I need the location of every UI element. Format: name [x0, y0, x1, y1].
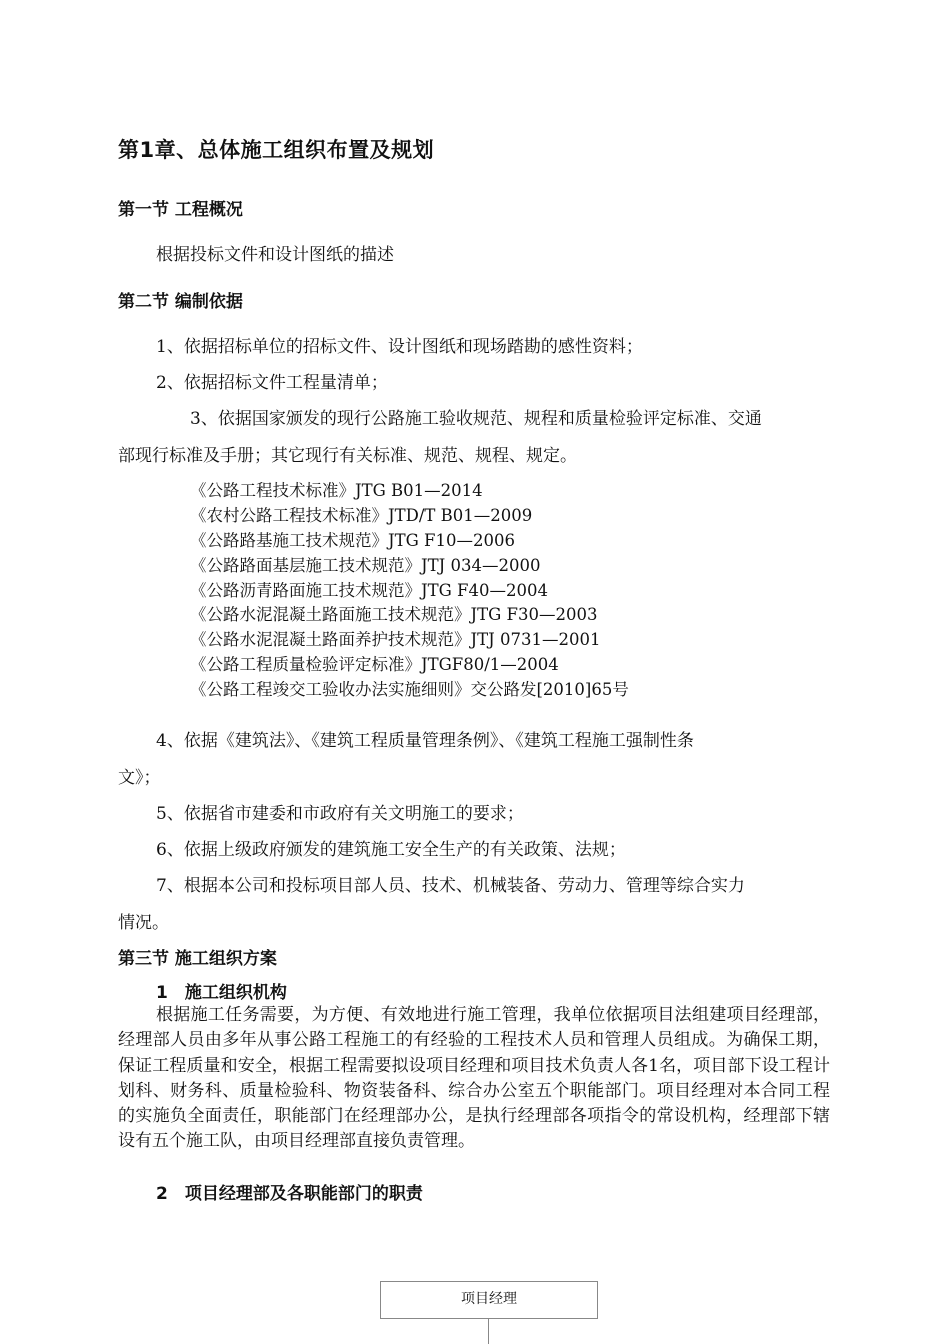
standard-item: 《公路路基施工技术规范》JTG F10—2006: [190, 531, 515, 550]
standard-item: 《公路工程质量检验评定标准》JTGF80/1—2004: [190, 655, 559, 674]
org-chart-connector-line: [488, 1319, 489, 1344]
basis-item-7-line2: 情况。: [118, 913, 169, 933]
subsection2-title: 2 项目经理部及各职能部门的职责: [156, 1184, 423, 1204]
section1-heading: 第一节 工程概况: [118, 200, 243, 220]
basis-item-5: 5、依据省市建委和市政府有关文明施工的要求；: [156, 804, 524, 824]
basis-item-6: 6、依据上级政府颁发的建筑施工安全生产的有关政策、法规；: [156, 840, 626, 860]
standard-item: 《公路沥青路面施工技术规范》JTG F40—2004: [190, 581, 548, 600]
subsection1-body: 根据施工任务需要，为方便、有效地进行施工管理，我单位依据项目法组建项目经理部，经理部人员由多年从事公路工程施工的有经验的工程技术人员和管理人员组成。为确保工期，保证工程质量和安全，根据工程需要拟设项目经理和项目技术负责人各1名，项目部下设工程计划科、财务科、质量检验科、物资装备科、综合办公室五个职能部门。项目经理对本合同工程的实施负全面责任，职能部门在经理部办公，是执行经理部各项指令的常设机构，经理部下辖设有五个施工队，由项目经理部直接负责管理。: [118, 1005, 830, 1152]
chapter-title: 第1章、总体施工组织布置及规划: [118, 138, 435, 162]
standard-item: 《公路水泥混凝土路面施工技术规范》JTG F30—2003: [190, 605, 598, 624]
basis-item-3-line1: 3、依据国家颁发的现行公路施工验收规范、规程和质量检验评定标准、交通: [190, 409, 762, 429]
basis-item-4-line1: 4、依据《建筑法》、《建筑工程质量管理条例》、《建筑工程施工强制性条: [156, 731, 694, 751]
section2-heading: 第二节 编制依据: [118, 292, 243, 312]
basis-item-3-line2: 部现行标准及手册；其它现行有关标准、规范、规程、规定。: [118, 446, 577, 466]
basis-item-7-line1: 7、根据本公司和投标项目部人员、技术、机械装备、劳动力、管理等综合实力: [156, 876, 745, 896]
basis-item-4-line2: 文》；: [118, 768, 161, 788]
standard-item: 《农村公路工程技术标准》JTD/T B01—2009: [190, 506, 533, 525]
org-chart-project-manager-box: 项目经理: [380, 1281, 598, 1319]
section3-heading: 第三节 施工组织方案: [118, 949, 277, 969]
standard-item: 《公路工程竣交工验收办法实施细则》交公路发[2010]65号: [190, 680, 629, 699]
section1-body: 根据投标文件和设计图纸的描述: [156, 245, 394, 265]
standard-item: 《公路水泥混凝土路面养护技术规范》JTJ 0731—2001: [190, 630, 601, 649]
basis-item-2: 2、依据招标文件工程量清单；: [156, 373, 388, 393]
subsection1-title: 1 施工组织机构: [156, 983, 287, 1003]
standard-item: 《公路工程技术标准》JTG B01—2014: [190, 481, 483, 500]
standard-item: 《公路路面基层施工技术规范》JTJ 034—2000: [190, 556, 541, 575]
basis-item-1: 1、依据招标单位的招标文件、设计图纸和现场踏勘的感性资料；: [156, 337, 643, 357]
